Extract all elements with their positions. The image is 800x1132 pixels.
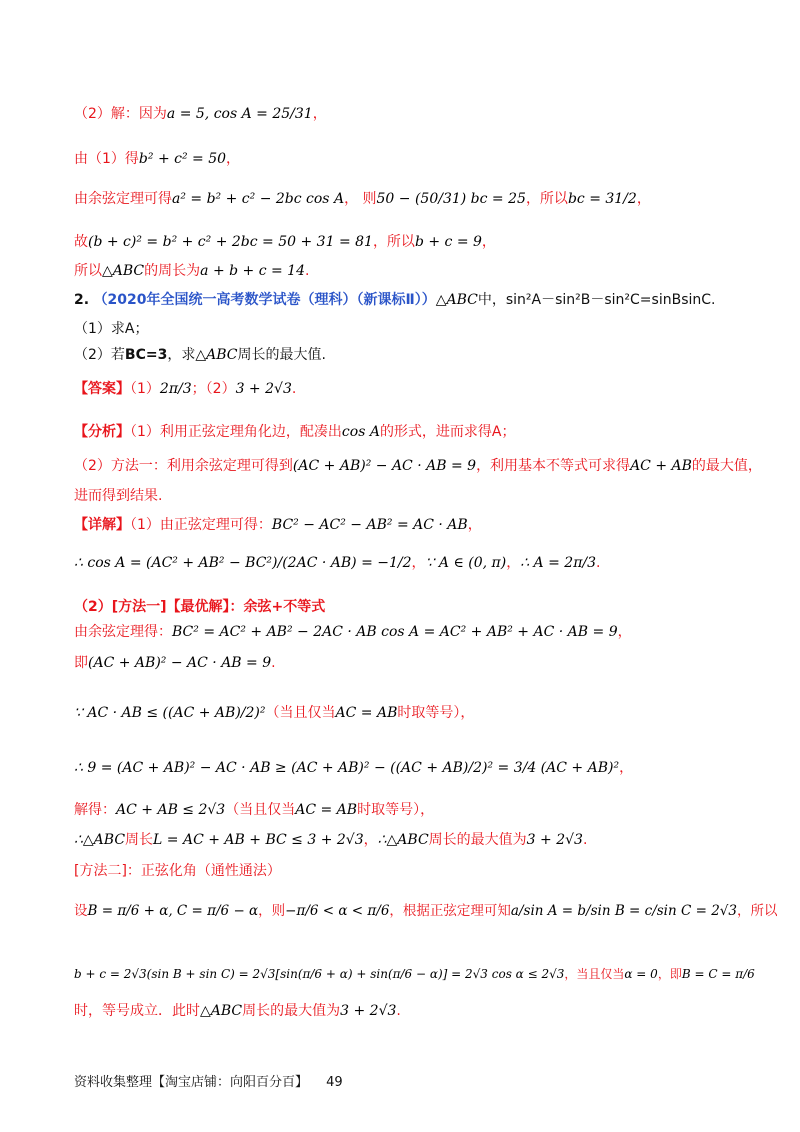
problem-number: 2. <box>74 292 90 308</box>
line-tail: . <box>271 655 276 671</box>
math-expression: b + c = 9 <box>414 234 482 250</box>
method1-identity <box>74 652 276 674</box>
math-expression: 2π/3 <box>159 381 192 397</box>
line-text: ；（2） <box>191 381 236 397</box>
method1-heading <box>74 596 325 618</box>
line-text: 故 <box>74 234 88 250</box>
detail-tag: 【详解】 <box>74 517 130 533</box>
line-tail: . <box>291 381 297 397</box>
math-expression: △ABC <box>200 1003 243 1019</box>
line-text: 的形式，进而求得A； <box>379 424 516 440</box>
math-expression: B = π/6 + α, C = π/6 − α <box>87 903 259 919</box>
line-text: [方法二]：正弦化角（通性通法） <box>74 863 281 879</box>
line-tail: . <box>596 555 601 571</box>
math-expression: BC=3 <box>124 347 168 363</box>
analysis-line <box>74 421 516 443</box>
line-text: （当且仅当 <box>265 705 336 721</box>
footer-text: 资料收集整理【淘宝店铺：向阳百分百】 <box>74 1075 309 1090</box>
line-tail: . <box>582 832 588 848</box>
detail-cos-a <box>74 552 601 574</box>
math-expression: ∵ A ∈ (0, π) <box>425 555 507 571</box>
math-expression: 50 − (50/31) bc = 25 <box>376 191 526 207</box>
line-tail: ， <box>467 517 482 533</box>
math-expression: α = 0 <box>624 967 658 981</box>
math-expression: △ABC <box>195 347 238 363</box>
method2-conclusion <box>74 1000 401 1022</box>
math-expression: b + c = 2√3(sin B + sin C) = 2√3[sin(π/6 + α) + sin(π/6 − α)] = 2√3 cos α ≤ 2√3 <box>74 967 565 981</box>
line-text: （1）利用正弦定理角化边，配凑出 <box>130 424 342 440</box>
analysis-method1 <box>74 455 762 477</box>
line-text: ，即 <box>657 967 682 981</box>
math-expression: AC + AB ≤ 2√3 <box>116 802 226 818</box>
math-expression: ∵ AC · AB ≤ ((AC + AB)/2)² <box>74 705 266 721</box>
math-expression: ∴△ABC <box>377 832 429 848</box>
page-footer <box>74 1071 343 1090</box>
line-text: （2）[方法一]【最优解】：余弦+不等式 <box>74 599 326 615</box>
line-text: ，所以 <box>525 191 568 207</box>
line-text: ， <box>506 555 521 571</box>
line-text: （1）由正弦定理可得： <box>130 517 272 533</box>
math-expression: a = 5, cos A = 25/31 <box>166 106 313 122</box>
line-text: ，所以 <box>736 903 778 919</box>
math-expression: AC = AB <box>335 705 398 721</box>
math-expression: △ABC <box>435 292 478 308</box>
math-expression: BC² − AC² − AB² = AC · AB <box>271 517 468 533</box>
math-expression: ∴ 9 = (AC + AB)² − AC · AB ≥ (AC + AB)² − ((AC + AB)/2)² = 3/4 (AC + AB)² <box>74 760 620 776</box>
line-tail: ， <box>617 624 632 640</box>
math-expression: 3 + 2√3 <box>340 1003 397 1019</box>
method2-setup <box>74 900 777 922</box>
line-text: 进而得到结果. <box>74 488 163 504</box>
math-expression: (b + c)² = b² + c² + 2bc = 50 + 31 = 81 <box>88 234 373 250</box>
math-expression: L = AC + AB + BC ≤ 3 + 2√3 <box>153 832 364 848</box>
math-expression: a + b + c = 14 <box>200 263 305 279</box>
line-text: 周长的最大值为 <box>242 1003 341 1019</box>
line-tail: ， <box>619 760 634 776</box>
line-text: ，当且仅当 <box>564 967 625 981</box>
line-text: ， <box>411 555 426 571</box>
line-text: 设 <box>74 903 88 919</box>
line-text: 所以 <box>74 263 102 279</box>
line-text: 周长 <box>125 832 154 848</box>
line-text: （2）方法一：利用余弦定理可得到 <box>74 458 293 474</box>
step-sum-squares <box>74 148 240 170</box>
math-expression: (AC + AB)² − AC · AB = 9 <box>292 458 477 474</box>
question-part2 <box>74 344 326 366</box>
line-text: ， 则 <box>344 191 377 207</box>
answer-tag: 【答案】 <box>74 381 130 397</box>
line-text: （2）解：因为 <box>74 106 167 122</box>
method1-result <box>74 799 434 821</box>
line-tail: ， <box>312 106 327 122</box>
line-text: ，则 <box>258 903 286 919</box>
line-text: 的周长为 <box>144 263 201 279</box>
line-text: 周长的最大值. <box>237 347 326 363</box>
line-text: （1）求A； <box>74 321 149 337</box>
problem-2-statement <box>74 289 715 311</box>
line-text: 由（1）得 <box>74 151 139 167</box>
line-text: 时取等号）， <box>357 802 435 818</box>
math-expression: a/sin A = b/sin B = c/sin C = 2√3 <box>510 903 737 919</box>
problem-source: （2020年全国统一高考数学试卷（理科）（新课标Ⅱ）） <box>93 292 436 308</box>
math-expression: B = C = π/6 <box>681 967 755 981</box>
step-law-of-cosines <box>74 188 651 210</box>
question-part1 <box>74 318 148 340</box>
line-text: 解得： <box>74 802 116 818</box>
line-text: 时取等号）， <box>397 705 475 721</box>
method2-heading <box>74 860 281 882</box>
math-expression: a² = b² + c² − 2bc cos A <box>172 191 345 207</box>
method1-inequality <box>74 702 474 724</box>
detail-line <box>74 514 482 536</box>
problem-condition: 中，sin²A－sin²B－sin²C=sinBsinC. <box>477 292 716 308</box>
line-text: ，利用基本不等式可求得 <box>476 458 631 474</box>
line-tail: ， <box>226 151 241 167</box>
step-perimeter <box>74 260 309 282</box>
line-tail: . <box>305 263 310 279</box>
math-expression: AC + AB <box>630 458 692 474</box>
line-tail: . <box>396 1003 401 1019</box>
line-tail: ， <box>636 191 651 207</box>
math-expression: △ABC <box>102 263 145 279</box>
math-expression: (AC + AB)² − AC · AB = 9 <box>88 655 272 671</box>
line-text: （2）若 <box>74 347 125 363</box>
line-text: 时，等号成立．此时 <box>74 1003 200 1019</box>
method1-perimeter <box>74 829 587 851</box>
analysis-tag: 【分析】 <box>74 424 130 440</box>
method1-chain <box>74 757 633 779</box>
solution-part2-intro <box>74 103 327 125</box>
answer-line <box>74 378 296 400</box>
math-expression: cos A <box>341 424 380 440</box>
line-text: 由余弦定理可得 <box>74 191 172 207</box>
line-text: 由余弦定理得： <box>74 624 172 640</box>
analysis-conclusion <box>74 485 162 507</box>
method2-derivation <box>74 963 755 985</box>
line-text: ， <box>363 832 378 848</box>
line-text: 即 <box>74 655 88 671</box>
page-number: 49 <box>326 1075 343 1090</box>
line-text: 的最大值， <box>691 458 762 474</box>
math-expression: AC = AB <box>295 802 358 818</box>
method1-law-of-cosines <box>74 621 632 643</box>
math-expression: 3 + 2√3 <box>526 832 583 848</box>
line-text: （当且仅当 <box>225 802 296 818</box>
line-text: （1） <box>130 381 160 397</box>
math-expression: ∴ cos A = (AC² + AB² − BC²)/(2AC · AB) = −1/2 <box>74 555 412 571</box>
math-expression: ∴ A = 2π/3 <box>520 555 597 571</box>
math-expression: BC² = AC² + AB² − 2AC · AB cos A = AC² + AB² + AC · AB = 9 <box>172 624 618 640</box>
line-text: ，所以 <box>372 234 415 250</box>
line-tail: ， <box>481 234 496 250</box>
step-b-plus-c <box>74 231 496 253</box>
math-expression: bc = 31/2 <box>567 191 637 207</box>
math-expression: ∴△ABC <box>74 832 126 848</box>
line-text: ，根据正弦定理可知 <box>389 903 511 919</box>
math-expression: −π/6 < α < π/6 <box>285 903 390 919</box>
line-text: 周长的最大值为 <box>428 832 527 848</box>
line-text: ，求 <box>167 347 196 363</box>
math-expression: b² + c² = 50 <box>138 151 227 167</box>
math-expression: 3 + 2√3 <box>235 381 292 397</box>
